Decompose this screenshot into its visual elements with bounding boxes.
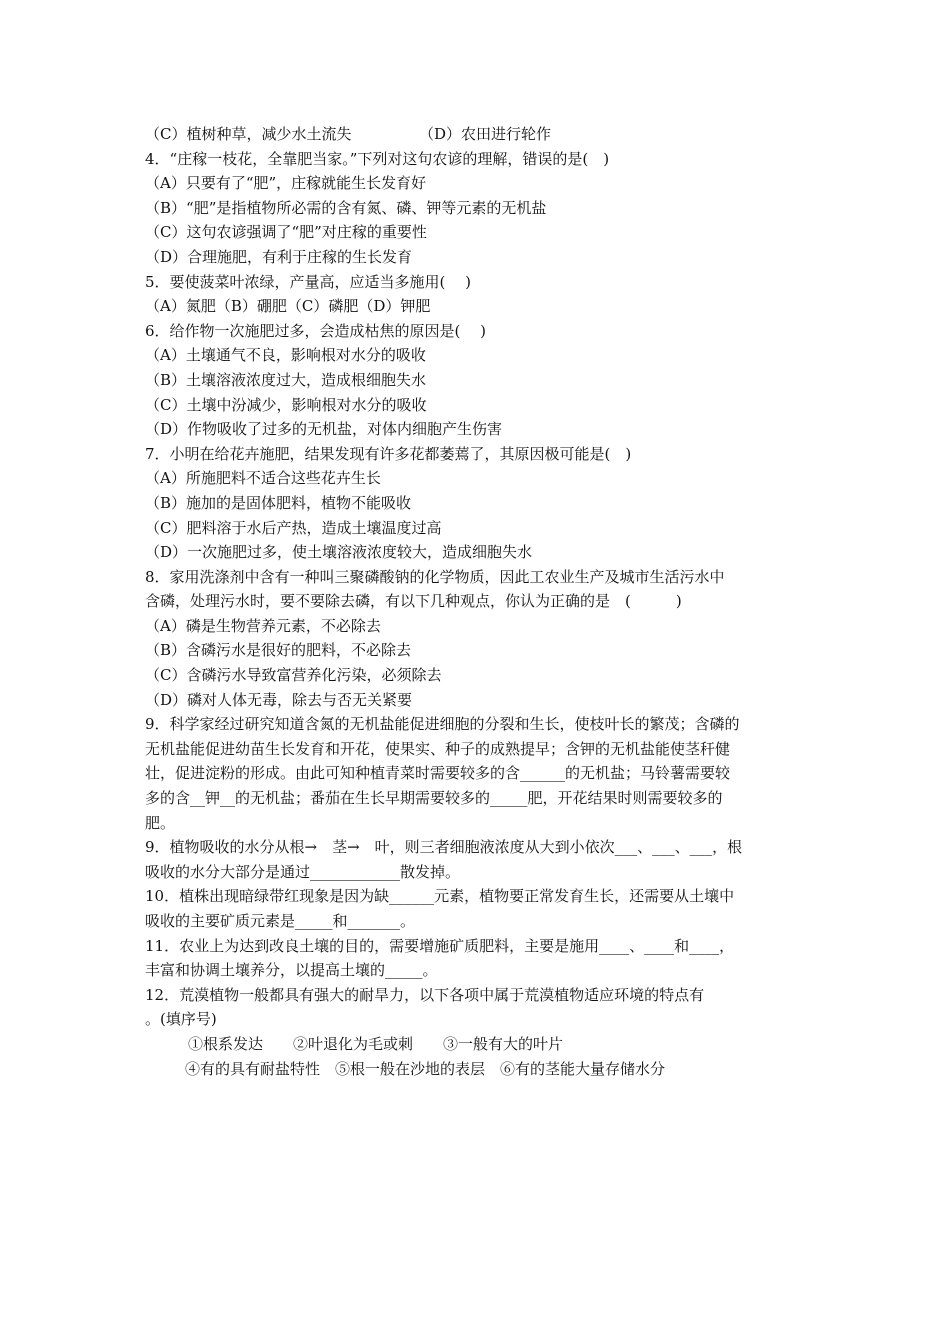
option-line: （B）施加的是固体肥料，植物不能吸收 [145,493,412,512]
option-line: （B）含磷污水是很好的肥料，不必除去 [145,641,412,660]
question-9: 9．科学家经过研究知道含氮的无机盐能促进细胞的分裂和生长，使枝叶长的繁茂；含磷的 [145,715,740,734]
question-6: 6．给作物一次施肥过多，会造成枯焦的原因是( ) [145,321,487,340]
answer-options: ④有的具有耐盐特性 ⑤根一般在沙地的表层 ⑥有的茎能大量存储水分 [185,1059,666,1078]
question-8-cont: 含磷，处理污水时，要不要除去磷，有以下几种观点，你认为正确的是 ( ) [145,592,682,611]
option-line: （D）作物吸收了过多的无机盐，对体内细胞产生伤害 [145,420,503,439]
option-line: （A）氮肥（B）硼肥（C）磷肥（D）钾肥 [145,297,431,316]
question-7: 7．小明在给花卉施肥，结果发现有许多花都萎蔫了，其原因极可能是( ) [145,444,632,463]
question-11: 11．农业上为达到改良土壤的目的，需要增施矿质肥料，主要是施用____、____和____， [145,936,735,955]
option-line: （B）土壤溶液浓度过大，造成根细胞失水 [145,370,427,389]
question-9b-cont: 吸收的水分大部分是通过____________散发掉。 [145,862,461,881]
question-5: 5．要使菠菜叶浓绿，产量高，应适当多施用( ) [145,272,472,291]
answer-options: ①根系发达 ②叶退化为毛或刺 ③一般有大的叶片 [188,1034,564,1053]
question-8: 8．家用洗涤剂中含有一种叫三聚磷酸钠的化学物质，因此工农业生产及城市生活污水中 [145,567,725,586]
option-line: （C）这句农谚强调了“肥”对庄稼的重要性 [145,223,427,242]
option-line: （B）“肥”是指植物所必需的含有氮、磷、钾等元素的无机盐 [145,198,547,217]
question-9-cont: 无机盐能促进幼苗生长发育和开花，使果实、种子的成熟提早；含钾的无机盐能使茎秆健 [145,739,731,758]
document-page [145,122,815,1081]
option-line: （A）土壤通气不良，影响根对水分的吸收 [145,346,426,365]
option-line: （D）磷对人体无毒，除去与否无关紧要 [145,690,413,709]
question-12: 12．荒漠植物一般都具有强大的耐旱力，以下各项中属于荒漠植物适应环境的特点有 [145,985,705,1004]
question-10-cont: 吸收的主要矿质元素是_____和_______。 [145,912,416,930]
option-line: （A）磷是生物营养元素，不必除去 [145,616,381,635]
option-line: （C）含磷污水导致富营养化污染，必须除去 [145,666,442,685]
option-line: （D）一次施肥过多，使土壤溶液浓度较大，造成细胞失水 [145,543,533,562]
option-line: （C）肥料溶于水后产热，造成土壤温度过高 [145,518,442,537]
option-line: （A）只要有了“肥”，庄稼就能生长发育好 [145,174,427,193]
question-10: 10．植株出现暗绿带红现象是因为缺______元素，植物要正常发育生长，还需要从土壤中 [145,887,735,906]
question-12-cont: 。(填序号) [145,1010,217,1029]
question-9b: 9．植物吸收的水分从根→ 茎→ 叶，则三者细胞液浓度从大到小依次___、___、___，根 [145,838,743,857]
option-line: （A）所施肥料不适合这些花卉生长 [145,469,381,488]
option-line: （D）合理施肥，有利于庄稼的生长发育 [145,247,413,266]
question-9-cont: 壮，促进淀粉的形成。由此可知种植青菜时需要较多的含______的无机盐；马铃薯需要较 [145,764,731,783]
question-11-cont: 丰富和协调土壤养分，以提高土壤的_____。 [145,961,438,980]
option-line: （C）土壤中汾减少，影响根对水分的吸收 [145,395,427,414]
question-9-cont: 多的含__钾__的无机盐；番茄在生长早期需要较多的_____肥，开花结果时则需要较多的 [145,789,723,808]
question-9-cont: 肥。 [145,813,176,832]
question-4: 4．“庄稼一枝花，全靠肥当家。”下列对这句农谚的理解，错误的是( ) [145,149,610,168]
text-line: （C）植树种草，减少水土流失 （D）农田进行轮作 [145,125,552,143]
